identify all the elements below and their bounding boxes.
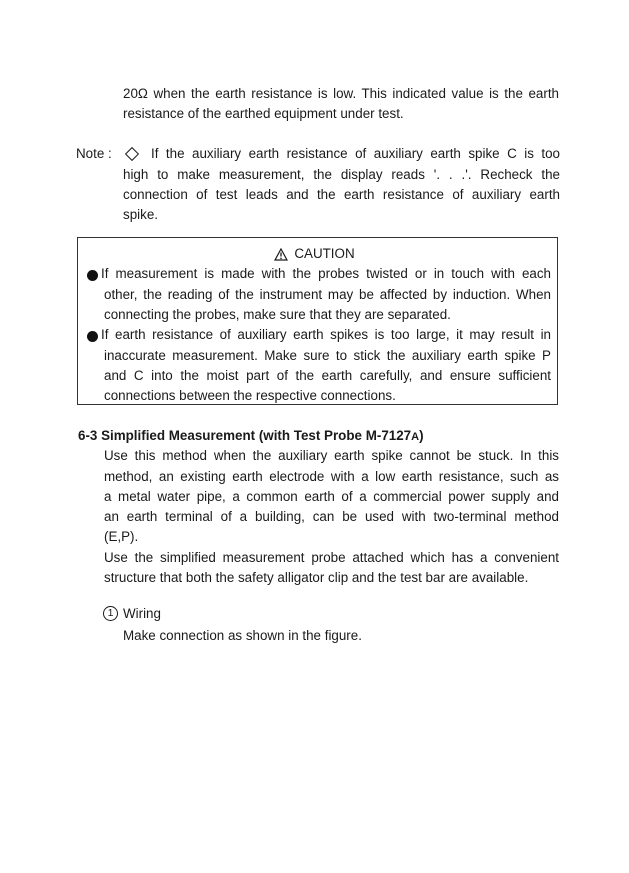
note-label: Note : xyxy=(76,146,112,161)
intro-line-1: 20Ω when the earth resistance is low. This indicated value is the earth xyxy=(123,86,559,101)
para1-line-3: a metal water pipe, a common earth of a commercial power supply and xyxy=(104,489,559,504)
caution-title-text: CAUTION xyxy=(294,246,355,261)
para1-line-1: Use this method when the auxiliary earth spike cannot be stuck. In this xyxy=(104,448,559,463)
caution-item-1-line-1: If measurement is made with the probes twisted or in touch with each xyxy=(101,266,551,281)
note-line-2: high to make measurement, the display reads '. . .'. Recheck the xyxy=(123,167,560,182)
diamond-outline-icon xyxy=(125,147,139,161)
filled-circle-bullet-icon xyxy=(87,331,98,342)
section-heading xyxy=(78,426,424,447)
caution-item-2-line-2: inaccurate measurement. Make sure to stick the auxiliary earth spike P xyxy=(104,348,551,363)
note-line-1 xyxy=(123,144,560,164)
intro-line-2: resistance of the earthed equipment under test. xyxy=(123,106,404,121)
section-heading-text: 6-3 Simplified Measurement (with Test Probe M-7127 xyxy=(78,428,412,443)
note-line-1-text: If the auxiliary earth resistance of auxiliary earth spike C is too xyxy=(151,146,560,161)
filled-circle-bullet-icon xyxy=(87,270,98,281)
caution-item-2-line-4: connections between the respective connections. xyxy=(104,388,396,403)
wiring-title: Wiring xyxy=(123,606,161,621)
wiring-step-number: 1 xyxy=(103,606,118,621)
caution-item-2-line-1: If earth resistance of auxiliary earth spikes is too large, it may result in xyxy=(101,327,551,342)
note-line-4: spike. xyxy=(123,207,158,222)
caution-item-2-line-3: and C into the moist part of the earth carefully, and ensure sufficient xyxy=(104,368,551,383)
para2-line-1: Use the simplified measurement probe attached which has a convenient xyxy=(104,550,559,565)
caution-item-1-line-3: connecting the probes, make sure that they are separated. xyxy=(104,307,451,322)
section-heading-suffix: A xyxy=(411,431,420,443)
caution-title xyxy=(0,244,629,264)
para2-line-2: structure that both the safety alligator clip and the test bar are available. xyxy=(104,570,529,585)
warning-triangle-icon xyxy=(274,248,288,261)
caution-item-1-line-2: other, the reading of the instrument may be affected by induction. When xyxy=(104,287,551,302)
para1-line-5: (E,P). xyxy=(104,529,139,544)
section-heading-close: ) xyxy=(419,428,424,443)
wiring-text: Make connection as shown in the figure. xyxy=(123,628,362,643)
para1-line-2: method, an existing earth electrode with a low earth resistance, such as xyxy=(104,469,559,484)
note-line-3: connection of test leads and the earth resistance of auxiliary earth xyxy=(123,187,560,202)
para1-line-4: an earth terminal of a building, can be used with two-terminal method xyxy=(104,509,559,524)
